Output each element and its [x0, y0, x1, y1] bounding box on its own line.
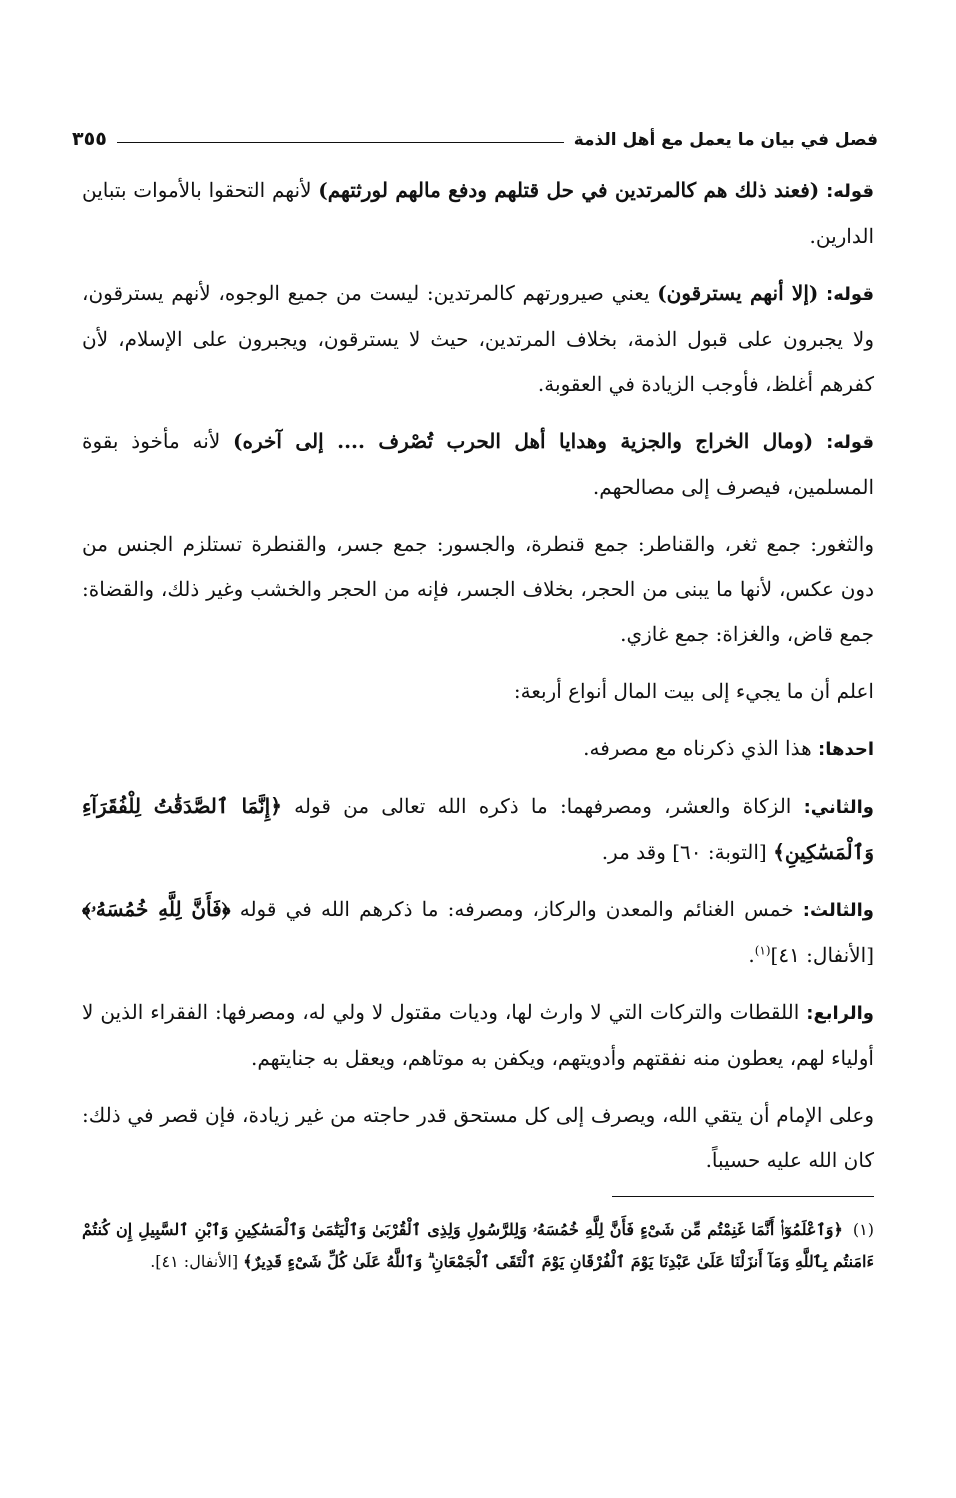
- paragraph-text: يعني صيرورتهم كالمرتدين: ليست من جميع الوجوه، لأنهم يسترقون، ولا يجبرون على قبول الذمة، بخلاف المرتدين، حيث لا يسترقون، ويجبرون على الإسلام، لأن كفرهم أغلظ، فأوجب الزيادة في العقوبة.: [82, 281, 874, 396]
- quoted-matn: (إلا أنهم يسترقون): [657, 281, 819, 305]
- verse-citation: [الأنفال: ٤١]: [770, 943, 874, 967]
- paragraph-lead: والثاني:: [803, 797, 874, 818]
- paragraph-lead: قوله:: [826, 284, 874, 305]
- page-body: [82, 168, 874, 1195]
- page-number: ٣٥٥: [72, 128, 107, 150]
- verse-citation: [التوبة: ٦٠] وقد مر.: [601, 840, 774, 864]
- paragraph-text: اللقطات والتركات التي لا وارث لها، وديات مقتول لا ولي له، ومصرفها: الفقراء الذين لا أولياء لهم، يعطون منه نفقتهم وأدويتهم، ويكفن به موتاهم، ويعقل به جنايتهم.: [82, 1000, 874, 1070]
- footnote-separator: [612, 1196, 874, 1197]
- paragraph-text: هذا الذي ذكرناه مع مصرفه.: [583, 736, 819, 760]
- footnote-number: (١): [852, 1220, 874, 1239]
- quoted-matn: (فعند ذلك هم كالمرتدين في حل قتلهم ودفع مالهم لورثتهم): [318, 178, 820, 202]
- paragraph: [82, 887, 874, 978]
- paragraph-text: خمس الغنائم والمعدن والركاز، ومصرفه: ما ذكرهم الله في قوله: [230, 897, 803, 921]
- paragraph: [82, 168, 874, 259]
- footnote: [82, 1214, 874, 1278]
- paragraph-text: اعلم أن ما يجيء إلى بيت المال أنواع أربعة:: [513, 679, 874, 703]
- footnote-citation: [الأنفال: ٤١].: [150, 1252, 239, 1271]
- quran-verse: ﴿فَأَنَّ لِلَّهِ خُمُسَهُۥ﴾: [82, 897, 231, 921]
- paragraph-text: والثغور: جمع ثغر، والقناطر: جمع قنطرة، والجسور: جمع جسر، والقنطرة تستلزم الجنس من دون عكس، لأنها ما يبنى من الحجر، بخلاف الجسر، فإنه من الحجر والخشب وغير ذلك، والقضاة: جمع قاض، والغزاة: جمع غازي.: [82, 532, 874, 646]
- chapter-title: فصل في بيان ما يعمل مع أهل الذمة: [573, 130, 878, 150]
- quran-verse: ﴿إِنَّمَا ٱلصَّدَقَٰتُ لِلْفُقَرَآءِ وَٱلْمَسَٰكِينِ﴾: [82, 794, 874, 864]
- running-header: [72, 116, 878, 150]
- paragraph: [82, 1093, 874, 1183]
- paragraph: [82, 784, 874, 875]
- paragraph: [82, 522, 874, 657]
- paragraph-lead: احدها:: [818, 739, 874, 760]
- paragraph: [82, 419, 874, 510]
- header-rule: [117, 142, 564, 143]
- paragraph-lead: قوله:: [826, 432, 875, 453]
- footnote-reference[interactable]: (١): [754, 943, 771, 958]
- paragraph-text: لأنهم التحقوا بالأموات بتباين الدارين.: [82, 178, 874, 248]
- paragraph-text: لأنه مأخوذ بقوة المسلمين، فيصرف إلى مصالحهم.: [82, 429, 874, 499]
- footnote-verse: ﴿وَٱعْلَمُوٓا۟ أَنَّمَا غَنِمْتُم مِّن شَىْءٍ فَأَنَّ لِلَّهِ خُمُسَهُۥ وَلِلرَّسُولِ وَلِذِى ٱلْقُرْبَىٰ وَٱلْيَتَٰمَىٰ وَٱلْمَسَٰكِينِ وَٱبْنِ ٱلسَّبِيلِ إِن كُنتُمْ ءَامَنتُم بِٱللَّهِ وَمَآ أَنزَلْنَا عَلَىٰ عَبْدِنَا يَوْمَ ٱلْفُرْقَانِ يَوْمَ ٱلْتَقَى ٱلْجَمْعَانِ ۗ وَٱللَّهُ عَلَىٰ كُلِّ شَىْءٍ قَدِيرٌ﴾: [82, 1220, 874, 1271]
- paragraph: [82, 271, 874, 407]
- paragraph-text: الزكاة والعشر، ومصرفهما: ما ذكره الله تعالى من قوله: [281, 794, 804, 818]
- paragraph-end: .: [748, 943, 755, 967]
- paragraph: [82, 669, 874, 714]
- paragraph-lead: والثالث:: [802, 900, 874, 921]
- paragraph-lead: والرابع:: [806, 1003, 874, 1024]
- paragraph: [82, 990, 874, 1081]
- quoted-matn: (ومال الخراج والجزية وهدايا أهل الحرب تُصْرف .... إلى آخره): [233, 429, 814, 453]
- paragraph-text: وعلى الإمام أن يتقي الله، ويصرف إلى كل مستحق قدر حاجته من غير زيادة، فإن قصر في ذلك: كان الله عليه حسيباً.: [82, 1103, 874, 1172]
- paragraph-lead: قوله:: [826, 181, 875, 202]
- paragraph: [82, 726, 874, 772]
